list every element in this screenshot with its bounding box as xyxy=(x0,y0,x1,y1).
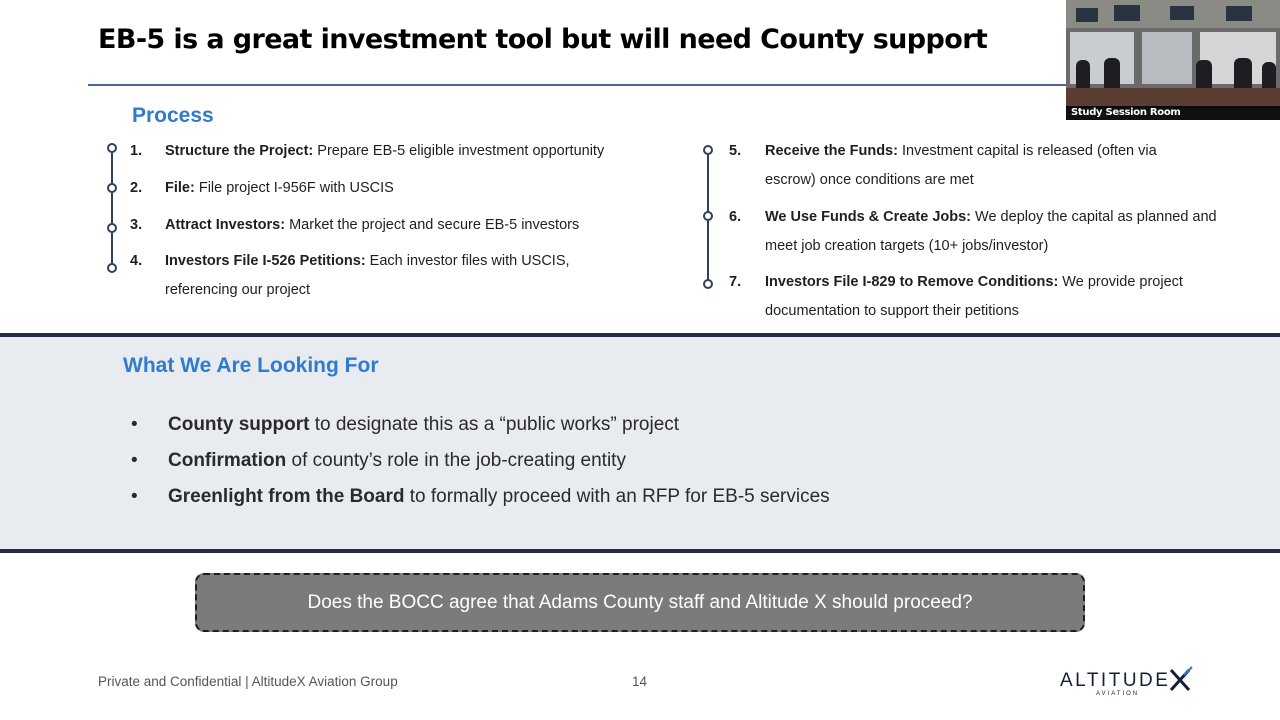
step-text xyxy=(765,268,1183,297)
video-monitor xyxy=(1226,6,1252,21)
timeline-node xyxy=(107,223,117,233)
step-title: Receive the Funds: xyxy=(765,143,898,159)
step-title: File: xyxy=(165,180,195,196)
step-title: Attract Investors: xyxy=(165,217,286,233)
step-number: 2. xyxy=(130,180,143,196)
step-title: Investors File I-829 to Remove Conditions: xyxy=(765,274,1059,290)
step-number: 4. xyxy=(130,253,143,269)
timeline-node xyxy=(703,279,713,289)
timeline-node xyxy=(703,145,713,155)
process-step xyxy=(729,203,1259,263)
step-text xyxy=(165,211,579,240)
step-text xyxy=(165,137,604,166)
step-description: We deploy the capital as planned and xyxy=(971,209,1217,225)
footer-confidential: Private and Confidential | AltitudeX Aviation Group xyxy=(98,674,398,689)
video-person xyxy=(1262,62,1276,90)
video-caption: Study Session Room xyxy=(1066,106,1280,120)
bullet-emphasis: Greenlight from the Board xyxy=(168,486,405,507)
process-heading: Process xyxy=(132,104,214,127)
bullet-dot: • xyxy=(131,450,138,471)
bullet-emphasis: County support xyxy=(168,414,310,435)
step-number: 1. xyxy=(130,143,143,159)
timeline-line xyxy=(111,148,113,268)
step-number: 7. xyxy=(729,274,742,290)
bullet-text xyxy=(168,486,830,508)
step-description: Each investor files with USCIS, xyxy=(365,253,570,269)
bullet-detail: to designate this as a “public works” project xyxy=(309,414,680,435)
altitudex-logo xyxy=(1060,666,1200,700)
step-description: Investment capital is released (often via xyxy=(897,143,1157,159)
step-continuation: meet job creation targets (10+ jobs/investor) xyxy=(765,238,1049,254)
timeline-node xyxy=(107,143,117,153)
logo-x-icon xyxy=(1168,666,1194,692)
page-number: 14 xyxy=(632,674,648,689)
timeline-node xyxy=(107,263,117,273)
logo-subtitle: AVIATION xyxy=(1096,691,1140,697)
video-person xyxy=(1104,58,1120,90)
step-number: 6. xyxy=(729,209,742,225)
process-step xyxy=(130,247,690,307)
bullet-emphasis: Confirmation xyxy=(168,450,287,471)
process-step xyxy=(729,268,1259,328)
step-description: We provide project xyxy=(1058,274,1183,290)
video-thumbnail[interactable] xyxy=(1066,0,1280,120)
bullet-text xyxy=(168,450,626,472)
step-description: Market the project and secure EB-5 investors xyxy=(285,217,580,233)
video-desk xyxy=(1066,88,1280,108)
step-text xyxy=(765,137,1157,166)
video-monitor xyxy=(1076,8,1098,22)
timeline-left xyxy=(107,143,117,273)
slide-title: EB-5 is a great investment tool but will need County support xyxy=(98,24,988,55)
step-title: We Use Funds & Create Jobs: xyxy=(765,209,972,225)
step-description: Prepare EB-5 eligible investment opportunity xyxy=(313,143,605,159)
step-continuation: escrow) once conditions are met xyxy=(765,172,974,188)
step-continuation: documentation to support their petitions xyxy=(765,303,1019,319)
bullet-detail: of county’s role in the job-creating entity xyxy=(286,450,626,471)
bullet-text xyxy=(168,414,679,436)
video-person xyxy=(1076,60,1090,90)
step-text xyxy=(765,203,1217,232)
step-description: File project I-956F with USCIS xyxy=(194,180,394,196)
step-text xyxy=(165,174,394,203)
video-window xyxy=(1142,32,1192,84)
step-number: 3. xyxy=(130,217,143,233)
video-person xyxy=(1196,60,1212,90)
title-divider xyxy=(88,84,1078,86)
step-number: 5. xyxy=(729,143,742,159)
logo-wordmark: ALTITUDE xyxy=(1060,670,1171,691)
step-continuation: referencing our project xyxy=(165,282,311,298)
timeline-node xyxy=(703,211,713,221)
video-monitor xyxy=(1170,6,1194,20)
step-title: Structure the Project: xyxy=(165,143,314,159)
timeline-right xyxy=(703,145,713,289)
decision-question-box: Does the BOCC agree that Adams County staff and Altitude X should proceed? xyxy=(195,573,1085,632)
bullet-dot: • xyxy=(131,414,138,435)
process-step xyxy=(130,174,690,204)
timeline-node xyxy=(107,183,117,193)
process-step xyxy=(130,137,690,167)
step-text xyxy=(165,247,570,276)
step-title: Investors File I-526 Petitions: xyxy=(165,253,366,269)
bullet-dot: • xyxy=(131,486,138,507)
process-step xyxy=(729,137,1259,197)
video-person xyxy=(1234,58,1252,90)
looking-for-heading: What We Are Looking For xyxy=(123,354,379,377)
process-step xyxy=(130,211,690,241)
video-monitor xyxy=(1114,5,1140,21)
bullet-detail: to formally proceed with an RFP for EB-5 services xyxy=(404,486,830,507)
